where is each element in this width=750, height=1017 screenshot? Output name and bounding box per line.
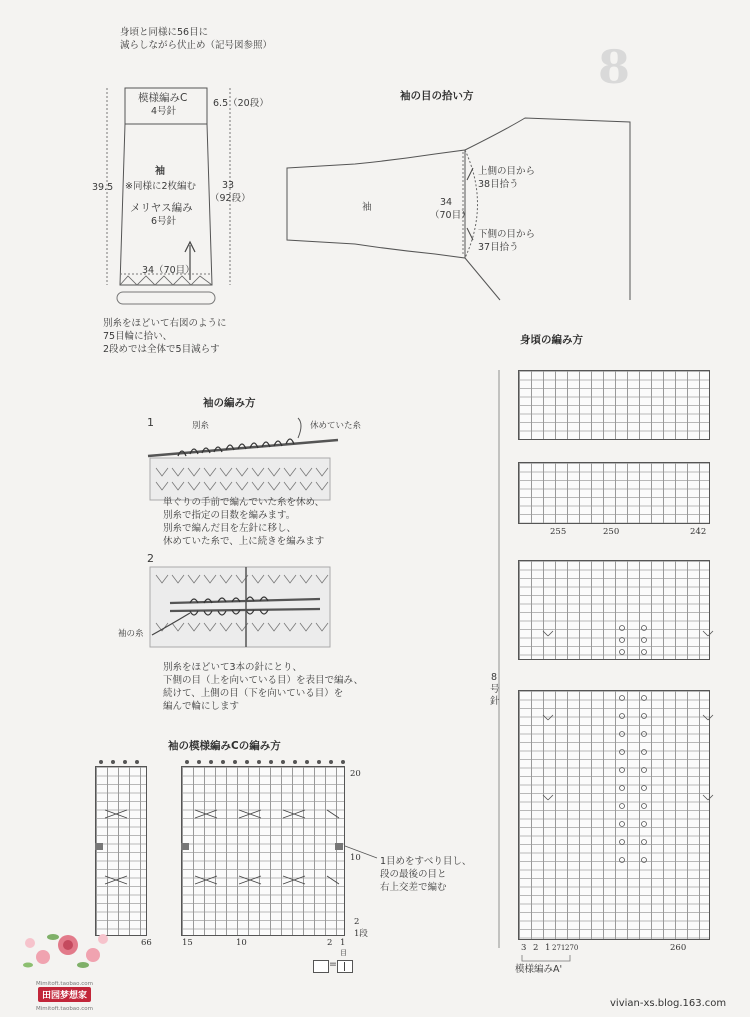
width-label: 34（70目）: [142, 265, 195, 276]
note-bottom-line1: 別糸をほどいて右図のように: [103, 318, 227, 329]
body-height-label: 33: [222, 180, 235, 191]
step2-number: 2: [147, 552, 154, 565]
col-10: 10: [236, 938, 247, 948]
pickup-dim-a: 34: [440, 197, 453, 208]
col-2: 2: [327, 938, 333, 948]
pickup-upper-note1: 上側の目から: [478, 166, 536, 177]
logo-url-2: Mimitoft.taobao.com: [36, 1006, 93, 1012]
body-chart-title: 身頃の編み方: [520, 334, 583, 346]
row-2: 2: [354, 917, 360, 927]
sleeve-method-title: 袖の編み方: [203, 397, 256, 409]
col-66: 66: [141, 938, 152, 948]
body-pattern-label: メリヤス編み: [130, 202, 193, 214]
col-unit: 目: [340, 949, 347, 957]
body-cable-symbols: [518, 620, 718, 880]
col-15: 15: [182, 938, 193, 948]
logo-text: 田园梦想家: [38, 987, 91, 1002]
pickup-lower-note2: 37目拾う: [478, 242, 519, 253]
legend-eq: =: [329, 959, 337, 970]
needle-unit: 号: [490, 684, 500, 695]
logo-url-1: Mimitoft.taobao.com: [36, 981, 93, 987]
note-top-line2: 減らしながら伏止め（記号図参照）: [120, 40, 273, 51]
step2-illustration: [150, 565, 340, 655]
text1-line4: 休めていた糸で、上に続きを編みます: [163, 536, 325, 547]
text1-line1: 単ぐりの手前で編んでいた糸を休め、: [163, 497, 325, 508]
note-bottom-line2: 75目輪に拾い、: [103, 331, 173, 342]
pattern-c-note3: 右上交差で編む: [380, 882, 447, 893]
text2-line2: 下側の目（上を向いている目）を表目で編み、: [163, 675, 364, 686]
label-bessi: 別糸: [192, 421, 210, 431]
band-height-label: 6.5（20段）: [213, 98, 269, 109]
pickup-upper-note2: 38目拾う: [478, 179, 519, 190]
step1-number: 1: [147, 416, 154, 429]
total-height-label: 39.5: [92, 182, 114, 193]
row-10: 10: [350, 853, 361, 863]
needle-num: 8: [491, 672, 498, 683]
pattern-c-note2: 段の最後の目と: [380, 869, 447, 880]
pickup-dim-b: （70目）: [430, 210, 471, 221]
pattern-a-label: 模様編みA': [515, 964, 563, 975]
body-col-242: 242: [690, 527, 707, 537]
col-1: 1: [340, 938, 346, 948]
body-col-270: 270: [565, 944, 579, 952]
text2-line1: 別糸をほどいて3本の針にとり、: [163, 662, 303, 673]
body-col-255: 255: [550, 527, 567, 537]
body-col-2: 2: [533, 943, 539, 953]
text1-line2: 別糸で指定の目数を編みます。: [163, 510, 296, 521]
body-rows-label: （92段）: [210, 193, 251, 204]
step1-illustration: [148, 428, 348, 508]
text2-line3: 続けて、上側の目（下を向いている目）を: [163, 688, 344, 699]
body-grid-1: [518, 370, 710, 440]
body-height-line: [494, 370, 504, 960]
sleeve-note: ※同様に2枚編む: [125, 181, 197, 192]
row-20: 20: [350, 769, 361, 779]
note-top-line1: 身頃と同様に56目に: [120, 27, 209, 38]
blog-watermark: vivian-xs.blog.163.com: [610, 998, 727, 1009]
text2-line4: 編んで輪にします: [163, 701, 240, 712]
label-yasume: 休めていた糸: [310, 421, 362, 431]
pattern-c-crosses: [95, 766, 355, 936]
needle-word: 針: [490, 696, 500, 707]
pattern-c-note1: 1目めをすべり目し、: [380, 856, 472, 867]
sleeve-label: 袖: [155, 166, 165, 177]
band-pattern-label: 模様編みC: [138, 92, 188, 104]
body-needle-label: 6号針: [151, 216, 177, 227]
note-bottom-line3: 2段めでは全体で5目減らす: [103, 344, 220, 355]
label-sode: 袖の糸: [118, 629, 144, 639]
logo: [8, 925, 128, 1015]
legend-empty-box: [313, 960, 329, 973]
body-col-3: 3: [521, 943, 527, 953]
page-number-faint: 8: [598, 40, 631, 94]
text1-line3: 別糸で編んだ目を左針に移し、: [163, 523, 297, 534]
pickup-lower-note1: 下側の目から: [478, 229, 536, 240]
body-col-250: 250: [603, 527, 620, 537]
body-col-271: 271: [552, 944, 566, 952]
pickup-sleeve-label: 袖: [362, 202, 372, 213]
legend-knit-box: [337, 960, 353, 973]
body-grid-2: [518, 462, 710, 524]
band-needle-label: 4号針: [151, 106, 177, 117]
body-col-1: 1: [545, 943, 551, 953]
pickup-title: 袖の目の拾い方: [400, 90, 474, 102]
pattern-c-title: 袖の模様編みCの編み方: [168, 740, 281, 752]
body-col-260: 260: [670, 943, 687, 953]
row-1: 1段: [354, 929, 368, 939]
